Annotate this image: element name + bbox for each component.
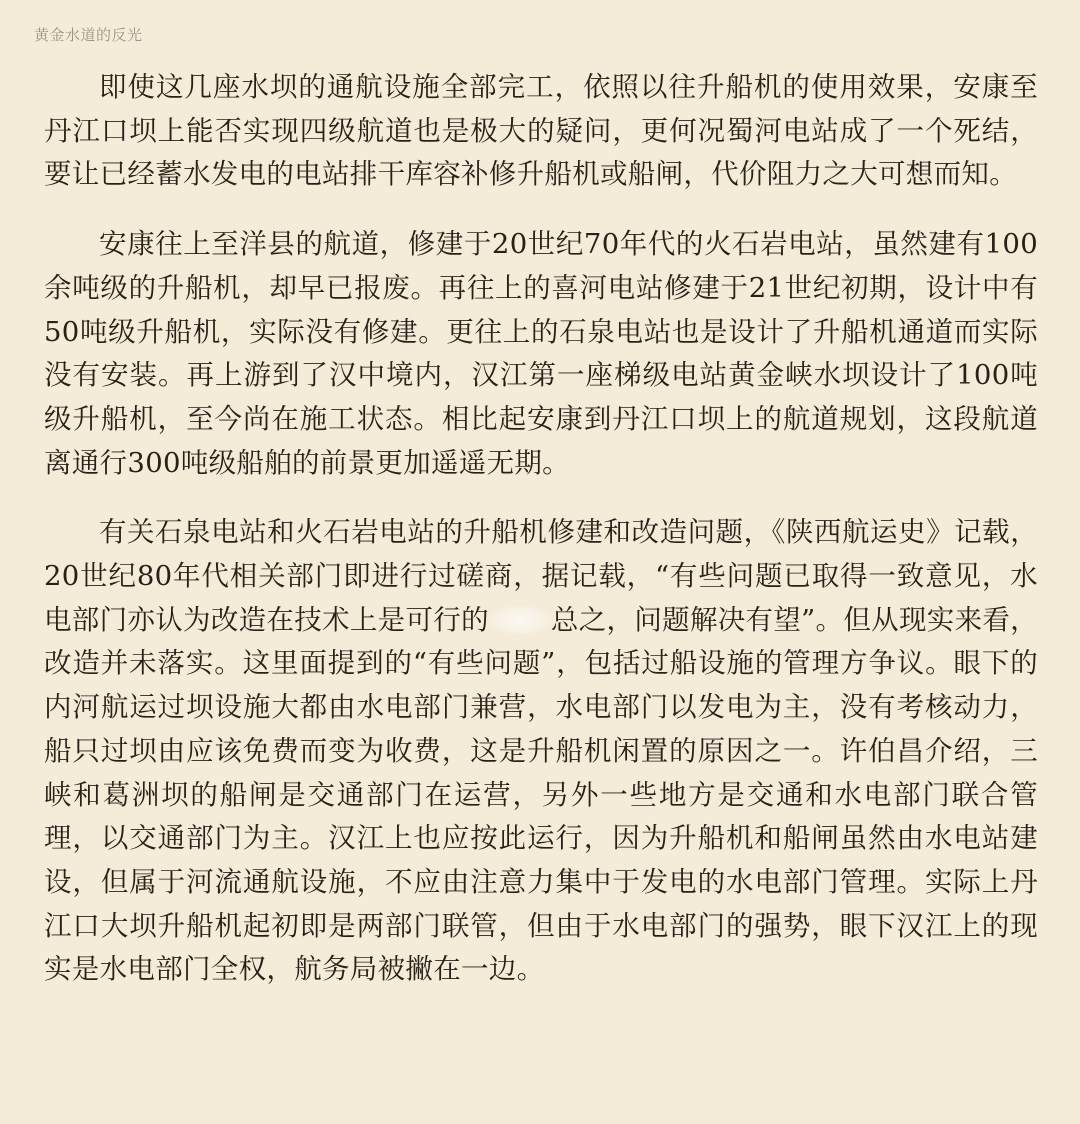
paragraph-3-part-2: 总之，问题解决有望”。但从现实来看，改造并未落实。这里面提到的“有些问题”，包括过船设施的管理方争议。眼下的内河航运过坝设施大都由水电部门兼营，水电部门以发电为主，没有考核动力，船只过坝由应该免费而变为收费，这是升船机闲置的原因之一。许伯昌介绍，三峡和葛洲坝的船闸是交通部门在运营，另外一些地方是交通和水电部门联合管理，以交通部门为主。汉江上也应按此运行，因为升船机和船闸虽然由水电站建设，但属于河流通航设施，不应由注意力集中于发电的水电部门管理。实际上丹江口大坝升船机起初即是两部门联管，但由于水电部门的强势，眼下汉江上的现实是水电部门全权，航务局被撇在一边。 (44, 603, 1038, 986)
reader-body[interactable] (44, 66, 1038, 992)
text-smudge (489, 605, 551, 635)
paragraph-3 (44, 511, 1038, 992)
paragraph-2: 安康往上至洋县的航道，修建于20世纪70年代的火石岩电站，虽然建有100余吨级的升船机，却早已报废。再往上的喜河电站修建于21世纪初期，设计中有50吨级升船机，实际没有修建。更往上的石泉电站也是设计了升船机通道而实际没有安装。再上游到了汉中境内，汉江第一座梯级电站黄金峡水坝设计了100吨级升船机，至今尚在施工状态。相比起安康到丹江口坝上的航道规划，这段航道离通行300吨级船舶的前景更加遥遥无期。 (44, 228, 1038, 479)
paragraph-1: 即使这几座水坝的通航设施全部完工，依照以往升船机的使用效果，安康至丹江口坝上能否实现四级航道也是极大的疑问，更何况蜀河电站成了一个死结，要让已经蓄水发电的电站排干库容补修升船机或船闸，代价阻力之大可想而知。 (44, 71, 1038, 191)
paragraph-3-part-1: 有关石泉电站和火石岩电站的升船机修建和改造问题，《陕西航运史》记载，20世纪80年代相关部门即进行过磋商，据记载，“有些问题已取得一致意见，水电部门亦认为改造在技术上是可行的 (44, 516, 1038, 636)
chapter-title: 黄金水道的反光 (34, 26, 143, 44)
